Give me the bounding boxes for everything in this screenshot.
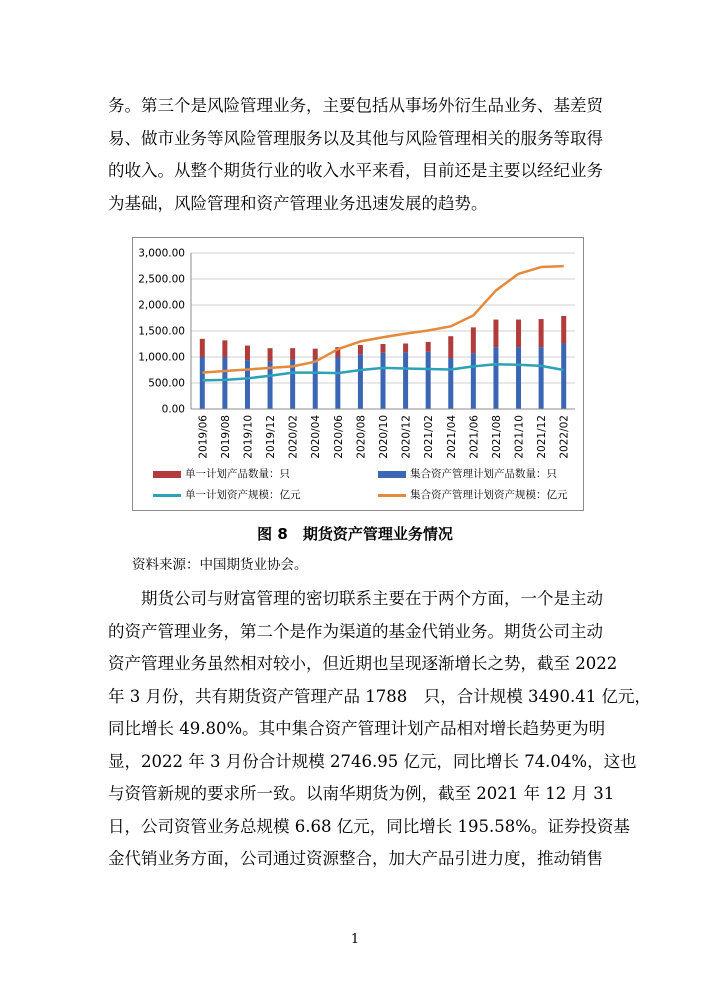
y-tick-label: 1,000.00 bbox=[138, 351, 185, 364]
legend-item-collective-count bbox=[378, 466, 557, 481]
x-tick-label: 2022/02 bbox=[558, 415, 571, 459]
figure-source: 资料来源：中国期货业协会。 bbox=[132, 557, 308, 573]
text-line: 资产管理业务虽然相对较小，但近期也呈现逐渐增长之势，截至 2022 bbox=[108, 654, 618, 673]
x-tick-label: 2021/04 bbox=[445, 415, 458, 459]
bar-collective-count bbox=[222, 357, 227, 409]
bar-collective-count bbox=[313, 359, 318, 409]
bar-collective-count bbox=[426, 352, 431, 409]
bar-collective-count bbox=[200, 357, 205, 409]
x-tick-label: 2020/02 bbox=[287, 415, 300, 459]
text-line: 金代销业务方面，公司通过资源整合，加大产品引进力度，推动销售 bbox=[108, 849, 603, 868]
y-tick-label: 3,000.00 bbox=[138, 247, 185, 260]
legend-item-single-count bbox=[153, 466, 290, 481]
text-line: 的资产管理业务，第二个是作为渠道的基金代销业务。期货公司主动 bbox=[108, 621, 603, 641]
legend-label: 单一计划资产规模：亿元 bbox=[185, 489, 301, 501]
bar-single-count bbox=[290, 348, 295, 359]
y-tick-label: 2,500.00 bbox=[138, 273, 185, 286]
chart-container bbox=[132, 237, 584, 511]
bar-single-count bbox=[539, 319, 544, 347]
x-tick-label: 2019/12 bbox=[265, 415, 278, 459]
x-tick-label: 2020/04 bbox=[310, 415, 323, 459]
page-number: 1 bbox=[350, 932, 360, 947]
text-line: 期货公司与财富管理的密切联系主要在于两个方面，一个是主动 bbox=[108, 589, 603, 608]
legend-swatch bbox=[378, 471, 406, 478]
bar-collective-count bbox=[493, 347, 498, 409]
bar-collective-count bbox=[335, 357, 340, 409]
legend-label: 集合资产管理计划产品数量：只 bbox=[410, 468, 557, 480]
x-tick-label: 2021/06 bbox=[468, 415, 481, 459]
bar-single-count bbox=[200, 339, 205, 357]
bar-single-count bbox=[358, 345, 363, 354]
bar-single-count bbox=[313, 349, 318, 359]
x-tick-label: 2019/08 bbox=[219, 415, 232, 459]
legend-label: 单一计划产品数量：只 bbox=[185, 468, 290, 480]
legend-item-single-scale bbox=[153, 487, 301, 502]
bar-single-count bbox=[381, 344, 386, 353]
bar-collective-count bbox=[358, 354, 363, 409]
y-tick-label: 2,000.00 bbox=[138, 299, 185, 312]
legend-swatch bbox=[153, 494, 181, 497]
bar-collective-count bbox=[561, 343, 566, 409]
bar-single-count bbox=[493, 320, 498, 348]
bar-single-count bbox=[561, 316, 566, 344]
text-line: 显，2022 年 3 月份合计规模 2746.95 亿元，同比增长 74.04%，这也 bbox=[108, 751, 637, 771]
figure-caption: 图 8 期货资产管理业务情况 bbox=[257, 525, 453, 543]
legend-swatch bbox=[153, 471, 181, 478]
x-tick-label: 2020/08 bbox=[355, 415, 368, 459]
bar-collective-count bbox=[403, 352, 408, 409]
bar-single-count bbox=[471, 327, 476, 353]
text-line: 与资管新规的要求所一致。以南华期货为例，截至 2021 年 12 月 31 bbox=[108, 784, 615, 803]
text-line: 日，公司资管业务总规模 6.68 亿元，同比增长 195.58%。证券投资基 bbox=[108, 816, 630, 836]
bar-single-count bbox=[426, 342, 431, 352]
x-tick-label: 2019/10 bbox=[242, 415, 255, 459]
y-tick-label: 1,500.00 bbox=[138, 325, 185, 338]
bar-collective-count bbox=[381, 353, 386, 409]
x-tick-label: 2021/10 bbox=[513, 415, 526, 459]
paragraph-intro bbox=[108, 90, 606, 220]
x-tick-label: 2020/06 bbox=[332, 415, 345, 459]
bar-single-count bbox=[448, 336, 453, 358]
x-tick-label: 2019/06 bbox=[197, 415, 210, 459]
x-tick-label: 2020/10 bbox=[378, 415, 390, 459]
x-tick-label: 2021/02 bbox=[423, 415, 436, 459]
bar-single-count bbox=[222, 340, 227, 357]
bar-collective-count bbox=[448, 358, 453, 409]
bar-collective-count bbox=[245, 360, 250, 409]
legend-swatch bbox=[378, 494, 406, 497]
bar-single-count bbox=[245, 346, 250, 361]
text-line: 易、做市业务等风险管理服务以及其他与风险管理相关的服务等取得 bbox=[108, 128, 603, 148]
y-tick-label: 500.00 bbox=[148, 377, 185, 390]
text-line: 的收入。从整个期货行业的收入水平来看，目前还是主要以经纪业务 bbox=[108, 161, 603, 180]
text-line: 同比增长 49.80%。其中集合资产管理计划产品相对增长趋势更为明 bbox=[108, 719, 606, 738]
legend-item-collective-scale bbox=[378, 487, 568, 502]
bar-single-count bbox=[516, 320, 521, 348]
text-line: 为基础，风险管理和资产管理业务迅速发展的趋势。 bbox=[108, 193, 488, 213]
bar-collective-count bbox=[539, 347, 544, 409]
chart-bars bbox=[200, 316, 566, 409]
bar-single-count bbox=[268, 348, 273, 361]
y-tick-label: 0.00 bbox=[161, 403, 185, 416]
text-line: 务。第三个是风险管理业务，主要包括从事场外衍生品业务、基差贸 bbox=[108, 96, 603, 115]
paragraph-body bbox=[108, 583, 651, 876]
x-tick-label: 2021/12 bbox=[536, 415, 549, 459]
text-line: 年 3 月份，共有期货资产管理产品 1788 只，合计规模 3490.41 亿元， bbox=[108, 686, 651, 706]
legend-label: 集合资产管理计划资产规模：亿元 bbox=[410, 489, 568, 501]
bar-collective-count bbox=[471, 353, 476, 409]
x-tick-label: 2020/12 bbox=[400, 415, 413, 459]
bar-single-count bbox=[403, 343, 408, 352]
bar-collective-count bbox=[516, 347, 521, 409]
x-tick-label: 2021/08 bbox=[490, 415, 503, 459]
